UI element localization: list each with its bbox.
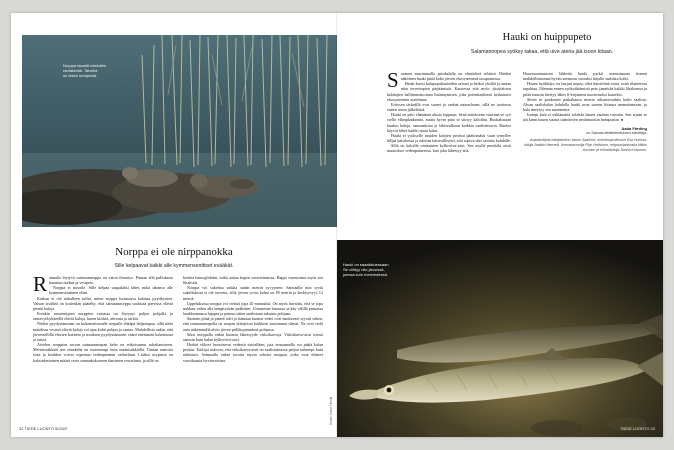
left-column-1 (33, 275, 173, 419)
left-article-body (33, 275, 323, 419)
left-headline: Norppa ei ole nirppanokka (115, 246, 233, 258)
paragraph: Erenkin nuoremipien norppien vatsasta on löytynyt paljon pohjalla ja rantavyöhykkeellä eläviä kaloja, kuten kiiskiä, ahvenia ja särkiä. (33, 311, 173, 322)
caption-line: joessa kuin merivedessä. (343, 272, 388, 278)
seal-photo-caption (63, 63, 106, 79)
left-column-2 (183, 275, 323, 419)
paragraph: Kuikan ei ole tarkalleen tullut, miten norppa luonnossa kalansa pyydäystieä. Vatsan sisältöä on kuitenkin päätelty, että saimaannorppa saalistaa parvissa eläviä pieniä kaloja. (33, 295, 173, 311)
author-signature: Aada Färding (621, 125, 647, 131)
paragraph: Herkät viikset havaitsevat vedessä sinitalläen, jota seuraamalla voi päätä kalan perään. Tutkijat uskovat, että viiksikarva-aisti on saalistuksessa paljon tarkempi kuin näköaisti. Saimaalla onkin tavattu täysin sokeita norppia, jotka ovat eläneet vuosikausia hyvinvoivina. (183, 342, 323, 363)
caption-line: Hauki on saaalistuessaan (343, 262, 389, 267)
caption-line: rantakivillä. Talvella (63, 68, 98, 74)
caption-line: Norppa tauollä mieluiten (63, 63, 107, 68)
seal-photo (22, 35, 337, 227)
right-headline: Hauki on huippupeto (502, 32, 592, 43)
pike-photo-caption (343, 262, 389, 278)
pike-photo (337, 240, 663, 437)
paragraph: korkea hemoglobiini, mikä auttaa hapen varastoinnissa. Happi varastoituu myös sen lihaksiin. (183, 275, 323, 286)
paragraph: Uppeluksissa norppa voi viettää jopa 20 minuuttia. On myös havaittu, että se jopa nukkuu veden alla hengitystiän pidättäen. Uinumisen lomassa se käy välillä pinnassa haukkaamassa happea ja painuu sitten uudestaan takaisin pohjaan. (183, 300, 323, 317)
paragraph: Sitten se ponkaisee paikaltansa metrin sekuntivauhtia kohti saalista. Alvan saaliskalan kohdalla hauki avaa suuren kitansa ammottamaan, ja kala imeytyy sen suumeenta. (523, 96, 647, 113)
paragraph: Eritysen tärkeällä ovat suuret ja vanhat naarashauet, sillä ne tuottavat eniten uusia jälkeläisiä. (387, 101, 511, 113)
left-folio: 32 TIEDE LUONTO 5/2022 (19, 426, 68, 431)
paragraph: Siksi norppalla onkin kuonon läheisyyde viiksikarvoja. Viiksikarva-aisti toimii samoin kuin kalan kylkiviiva-aisti. (183, 331, 323, 342)
paragraph: Hauki ei syöksylle muiden kalojen perässä päättömästi vaan tymyllee hillpa kaisikossa ja odottaa kärsivällisesti, että sopiva uhri saituist kohdalle. (387, 132, 511, 144)
right-article-body (387, 71, 647, 231)
caption-line: Se viihtyy niin järvessä, (343, 267, 385, 273)
paragraph: Isompi kala ei välttämättä solahda hauen vauhun vaivatta. Sen sijaan se jää kinni hauen suusta sääntövien neulamaisiin hampaisiin. ● (523, 112, 647, 123)
experts-note: Asiantuntijina tutkijatohtori Jarmo Saarikivi, emeritusprofessori Esa Hohtola, tutkija Jaakko Niemelä, limnoaonomiija Pirjo Hellstrom, erityisasiantuntija Mikko Auvinen ja erikoistutkija Sanna Koivunen. (524, 138, 647, 152)
paragraph: Hauki karsii kalapopulaatioiden sairaat ja heikot yksilöt ja auttaa näin terveimpien pärjäämistä. Karsiessa että myös yksittäisten kalalajien hallitsemattoman lisääntymisen, joka potentiaalisesti keikuttaisi ekosysteemin asetelmaa. (387, 81, 511, 102)
author-bio: on Saimaa-tiedetoimituksen toimittaja. (586, 130, 647, 135)
magazine-spread (11, 13, 663, 437)
right-page (337, 13, 663, 437)
left-subheadline: Sille kelpaavat kaikki alle kymmensenttiset evääkät. (114, 263, 234, 269)
left-dropcap: R (33, 275, 48, 296)
paragraph: Hauki on peto elämänsä alusta loppuun. Senä mittaisena vauvana se syö viellä eläinplanktonia, mutta hyvin pian se siirtyy kaloihin. Ruokalistaan kuuluu kaloja, sammakoita ja lähestulkoon kaikkia saalistettavia. Ruoksi käyvät lähes kaikki muut kalat. (387, 112, 511, 133)
right-dropcap: S (387, 71, 399, 92)
right-column-1 (387, 71, 511, 231)
right-folio: TIEDE LUONTO 33 (619, 426, 655, 431)
paragraph: Norppa voi sukeltaa vaikka sadan metrin syvyyteen. Saimaalla niin syviä sukelluksiin ei ole tarvetta, sillä järven syvin kohta on 85 metriä ja keskisyvyys 12 metriä. (183, 285, 323, 301)
paragraph: Sillä on kaloille ominainen kylkiviiva-aisti. Sen avulla petokala aistii muutokset vedenpaineessa, kun joku lähestyy sitä. (387, 143, 511, 154)
right-subheadline: Salamannopea syöksy takaa, että uive ateria jää isoon kitaan. (470, 49, 614, 55)
paragraph: Hauen hyökkäys on hurjan nopea, eikä ihmisilmä erota, mitä tilanteessa tapahtuu. Ihleman ennen syöksähtämistä peto jännittää kaikki lihaksensa ja pitää ruumin kiertyy lähes S-kirjaimen muotoiseksi kaareksi. (523, 81, 647, 97)
paragraph: Suomen pitää ja pimeä talvi ja hämaan tuomat vedet ovat haultavaet syyssä siihen, että saimaannorpalla on norpan alalajeista kaikkein suurimmat silmät. Ne ovat vielä auta näkemisellä alvin järven piilkkopimeässä pohjassa. (183, 316, 323, 332)
paragraph: uomen suurimmalla petokalalla on elintärkeä tehtävä. Häiden näköinen hauki pitää koko järven ekosysteemiä tasapainossa. (400, 71, 511, 82)
caption-line: se tekee lumipesiä. (63, 73, 98, 79)
paragraph: annalta löytyvä saimaannorppa on vaton ilmestys. Pinnan alla pullukasta kuoutuu notkea ja vesipeto. (49, 275, 173, 286)
paragraph: Norppa ei nirsoile. Sille kelpaa suupalaksi lähes mikä tahansa alle kymmensenttinen eläin. (49, 285, 173, 296)
left-photo-credit: Kuvat: Kaisa Finnilä (329, 396, 333, 425)
left-page (11, 13, 337, 437)
right-column-2 (523, 71, 647, 231)
paragraph: Niiden pyydystäminen on kokemattomalle norpalle ehkäpä helpompaa, sillä näitä matalissa vesissä eläviä kaloja voi ajaa kohti pohjaa ja rantaa. Mahdollista onkin, että järvessellillä elävien kaenem ja muiksen pyydystäminen vaatii enemmän kokemusta ja taitoa. (33, 321, 173, 342)
paragraph: Haavasaattumisen lähkeitä hauki pyrkii asemoimaan itsensä mahdollisimman hyvän asemoon suoraksi linjalle saaliista kohti. (523, 71, 647, 82)
paragraph: Aividen norppien tavoin saimaannorpan keho on erikoistunut sukeltamiseen. Merinissäkkäät sen rintakehä on rustoinenpi kuin maanisäkkäillä. Tämän ansiosta rinta ja keuhkot voivat sopeutua vedenpaineen vaihteluun. Lisäksi norpassa on kaksinkertainen määrä verta samankokoiseen ihmiseen verrattuna, ja sillä on (33, 342, 173, 363)
